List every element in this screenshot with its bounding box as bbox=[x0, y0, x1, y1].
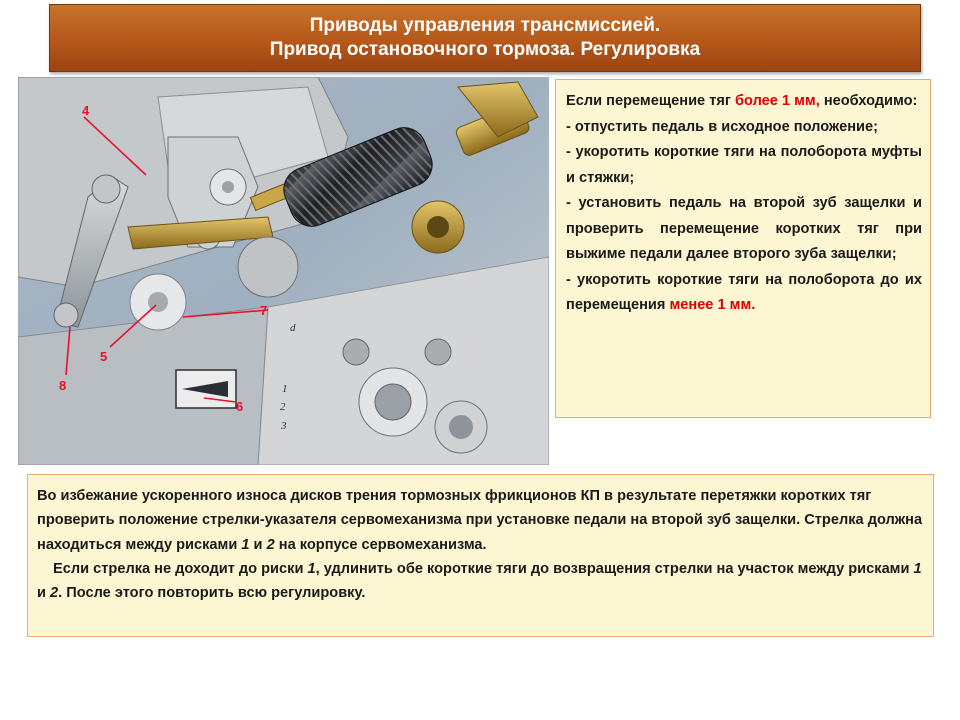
scale-mark-3: 3 bbox=[281, 420, 287, 432]
note-2-mark-2: 1 bbox=[913, 560, 922, 577]
scale-mark-d: d bbox=[290, 322, 296, 334]
instruction-intro-tail: необходимо: bbox=[819, 93, 918, 109]
callout-5: 5 bbox=[100, 349, 108, 364]
instruction-step-3: - установить педаль на второй зуб защелки и проверить перемещение коротких тяг при выжиме педали далее второго зуба защелки; bbox=[566, 195, 922, 262]
scale-mark-2: 2 bbox=[280, 401, 286, 413]
callout-7: 7 bbox=[260, 303, 268, 318]
instruction-step-4 bbox=[566, 268, 922, 319]
mechanism-drawing bbox=[18, 77, 549, 465]
note-box bbox=[27, 474, 934, 637]
callout-6: 6 bbox=[236, 399, 244, 414]
note-paragraph-2 bbox=[37, 557, 923, 606]
slide-title bbox=[49, 4, 921, 72]
note-1-text-a: Во избежание ускоренного износа дисков трения тормозных фрикционов КП в результате перетяжки коротких тяг проверить положение стрелки-указателя сервомеханизма при установке педали на второй зуб защелки. Стрелка должна находиться между рисками bbox=[37, 488, 923, 553]
note-1-mark-2: 2 bbox=[266, 536, 275, 553]
note-paragraph-1 bbox=[37, 484, 923, 557]
callout-4: 4 bbox=[82, 103, 90, 118]
brake-mechanism-illustration bbox=[18, 77, 549, 465]
instruction-intro-text: Если перемещение тяг bbox=[566, 93, 736, 109]
instruction-intro-highlight: более 1 мм, bbox=[735, 93, 820, 109]
note-1-mark-1: 1 bbox=[241, 536, 250, 553]
instruction-intro bbox=[566, 89, 922, 115]
instruction-step-4-text: - укоротить короткие тяги на полоборота до их перемещения bbox=[566, 271, 922, 313]
title-line-2: Привод остановочного тормоза. Регулировка bbox=[269, 39, 701, 60]
callout-8: 8 bbox=[59, 378, 67, 393]
note-1-text-c: на корпусе сервомеханизма. bbox=[274, 536, 487, 553]
note-2-text-c: и bbox=[37, 585, 51, 602]
note-1-text-b: и bbox=[249, 536, 267, 553]
instruction-step-1: - отпустить педаль в исходное положение; bbox=[566, 118, 878, 135]
title-line-1: Приводы управления трансмиссией. bbox=[309, 15, 661, 36]
note-2-mark-1: 1 bbox=[307, 560, 316, 577]
instructions-box bbox=[555, 79, 931, 418]
instruction-step-4-highlight: менее 1 мм. bbox=[669, 297, 756, 313]
note-2-text-d: . После этого повторить всю регулировку. bbox=[58, 585, 366, 602]
note-2-text-b: , удлинить обе короткие тяги до возвращения стрелки на участок между рисками bbox=[315, 560, 914, 577]
instruction-step-2: - укоротить короткие тяги на полоборота муфты и стяжки; bbox=[566, 144, 922, 186]
note-2-text-a: Если стрелка не доходит до риски bbox=[53, 560, 308, 577]
note-2-mark-3: 2 bbox=[50, 585, 59, 602]
scale-mark-1: 1 bbox=[282, 383, 288, 395]
